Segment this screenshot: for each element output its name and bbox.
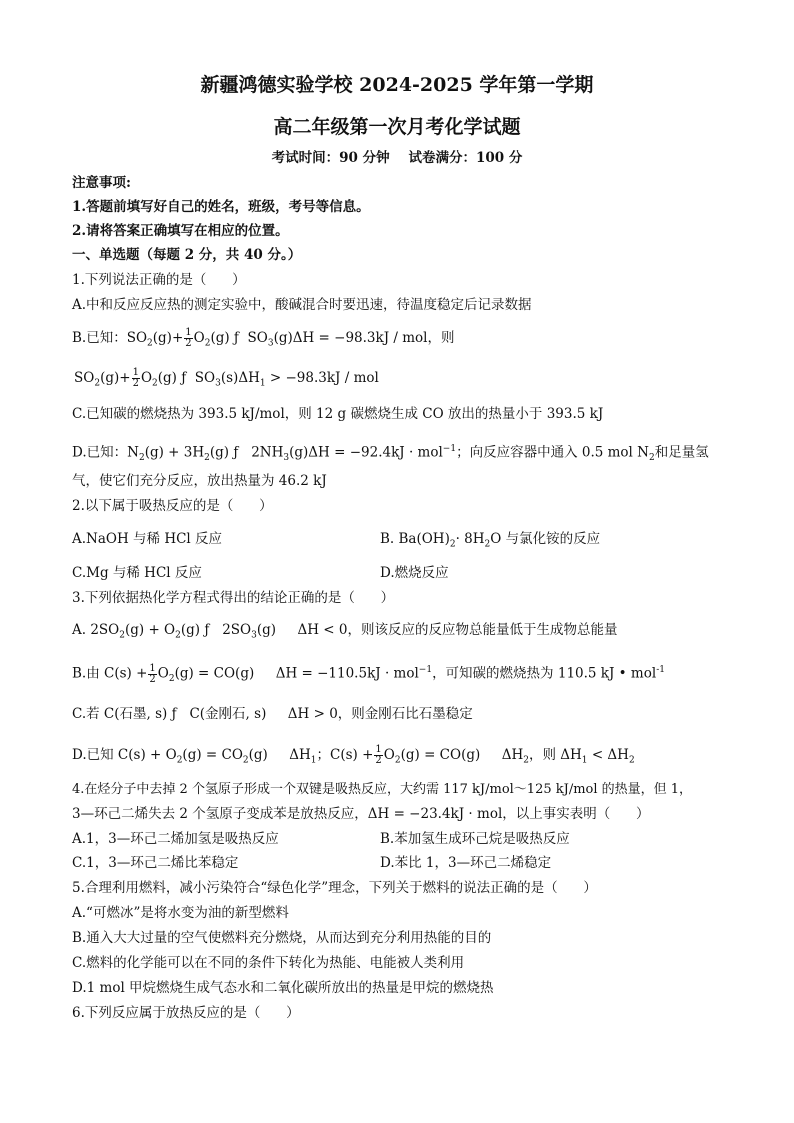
q3-option-b: B.由 C(s) + $\frac{1}{2}$ $O_2(g) = CO(g)$ ΔH = −110.5kJ · mol$^{-1}$，可知碳的燃烧热为 110.5 kJ • mol$^{-1}$ [72,662,665,685]
q5-option-c: C.燃料的化学能可以在不同的条件下转化为热能、电能被人类利用 [72,955,465,971]
section-heading: 一、单选题（每题 2 分，共 40 分。） [72,247,302,263]
q3-option-c: C.若 C(石墨, s) ƒ C(金刚石, s) ΔH > 0，则金刚石比石墨稳定 [72,706,473,722]
q1-option-b-line2: $SO_2(g)+$ $\frac{1}{2}$ $O_2(g)$ ƒ $SO_3(s)\Delta H_1 > -98.3kJ$ / mol [74,367,379,389]
q2-option-c: C.Mg 与稀 HCl 反应 [72,565,202,581]
q5-option-d: D.1 mol 甲烷燃烧生成气态水和二氧化碳所放出的热量是甲烷的燃烧热 [72,980,494,996]
fraction: $\frac{1}{2}$ [132,367,139,389]
q2-stem: 2.以下属于吸热反应的是（ ） [72,498,273,514]
q4-stem-line2: 3—环己二烯失去 2 个氢原子变成苯是放热反应，ΔH = −23.4kJ · mol，以上事实表明（ ） [72,806,650,822]
q4-stem-line1: 4.在烃分子中去掉 2 个氢原子形成一个双键是吸热反应，大约需 117 kJ/mol～125 kJ/mol 的热量，但 1， [72,782,693,797]
q2-option-b: B. $Ba(OH)_2\cdot 8H_2O$ 与氯化铵的反应 [380,531,601,550]
notes-item-2: 2.请将答案正确填写在相应的位置。 [72,223,289,239]
q2-option-a: A.NaOH 与稀 HCl 反应 [72,531,223,547]
fraction: $\frac{1}{2}$ [149,662,156,685]
exam-info: 考试时间：90 分钟 试卷满分：100 分 [271,150,523,166]
q1-option-d-line2: 气，使它们充分反应，放出热量为 46.2 kJ [72,473,327,489]
q6-stem: 6.下列反应属于放热反应的是（ ） [72,1005,300,1021]
q4-option-a: A.1，3—环己二烯加氢是吸热反应 [72,831,279,847]
q3-stem: 3.下列依据热化学方程式得出的结论正确的是（ ） [72,590,395,606]
notes-item-1: 1.答题前填写好自己的姓名，班级，考号等信息。 [72,199,370,215]
q3-option-a: A. $2SO_2(g) + O_2(g)$ ƒ $2SO_3(g)$ ΔH < 0，则该反应的反应物总能量低于生成物总能量 [72,622,618,641]
q3-option-d: D.已知 $C(s) + O_2(g) = CO_2(g)$ $\Delta H_1$；C(s) + $\frac{1}{2}$ $O_2(g) = CO(g)$ $\Delta H_2$，则 $\Delta H_1 < \Delta H_2$ [72,744,635,766]
fraction: $\frac{1}{2}$ [375,744,382,766]
fraction: $\frac{1}{2}$ [185,327,192,349]
q5-stem: 5.合理利用燃料，减小污染符合“绿色化学”理念，下列关于燃料的说法正确的是（ ） [72,880,597,896]
school-title: 新疆鸿德实验学校 2024-2025 学年第一学期 [200,74,594,96]
q1-stem: 1.下列说法正确的是（ ） [72,272,246,288]
q5-option-a: A.“可燃冰”是将水变为油的新型燃料 [72,905,289,921]
exam-title: 高二年级第一次月考化学试题 [273,116,521,138]
notes-heading: 注意事项: [72,175,131,191]
q1-option-d: D.已知：$N_2(g) + 3H_2(g)$ ƒ $2NH_3(g)\Delta H = -92.4kJ \cdot mol^{-1}$；向反应容器中通入 0.5 mol $N_2$和足量氢 [72,444,709,464]
q1-option-a: A.中和反应反应热的测定实验中，酸碱混合时要迅速，待温度稳定后记录数据 [72,297,532,313]
q1-option-b: B.已知：$SO_2(g)+$ $\frac{1}{2}$ $O_2(g)$ ƒ $SO_3(g)\Delta H = -98.3kJ$ / mol，则 [72,327,455,349]
q1-option-c: C.已知碳的燃烧热为 393.5 kJ/mol，则 12 g 碳燃烧生成 CO 放出的热量小于 393.5 kJ [72,406,604,422]
q4-option-d: D.苯比 1，3—环己二烯稳定 [380,855,552,871]
q4-option-b: B.苯加氢生成环己烷是吸热反应 [380,831,570,847]
q4-option-c: C.1，3—环己二烯比苯稳定 [72,855,239,871]
q2-option-d: D.燃烧反应 [380,565,449,581]
q5-option-b: B.通入大大过量的空气使燃料充分燃烧，从而达到充分利用热能的目的 [72,930,492,946]
